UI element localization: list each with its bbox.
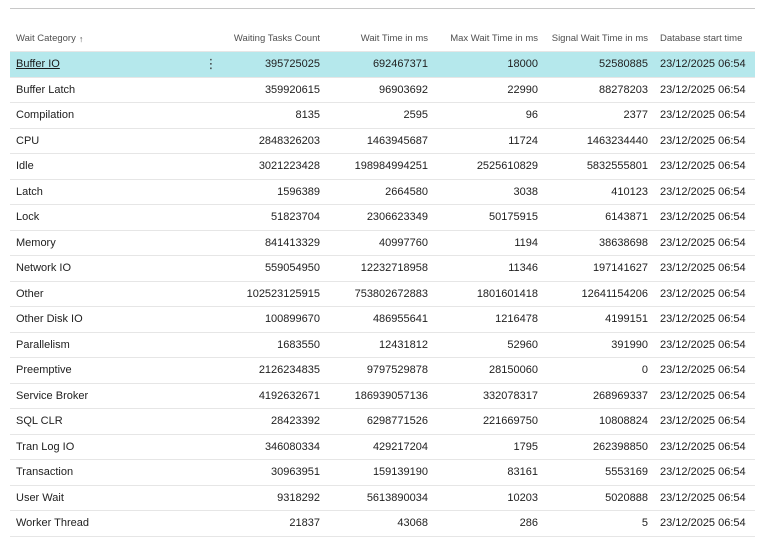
max-wait-time-cell: 3038 [513,185,538,198]
more-options-icon[interactable]: ⋮ [204,56,218,72]
wait-category-cell[interactable] [10,211,198,223]
wait-category-link[interactable]: Lock [16,211,40,224]
wait-time-cell: 96903692 [379,83,428,96]
wait-time-cell: 40997760 [379,236,428,249]
db-start-time-cell: 23/12/2025 06:54 [660,415,746,428]
waiting-tasks-count-cell: 28423392 [271,415,320,428]
wait-time-cell: 12431812 [379,338,428,351]
wait-category-link[interactable]: CPU [16,134,40,147]
signal-wait-time-cell: 1463234440 [586,134,648,147]
db-start-time-cell: 23/12/2025 06:54 [660,134,746,147]
column-header-max-wait-time[interactable]: Max Wait Time in ms [450,33,538,44]
db-start-time-cell: 23/12/2025 06:54 [660,160,746,173]
table-body [10,52,755,537]
wait-category-link[interactable]: User Wait [16,491,64,504]
wait-category-link[interactable]: Other [16,287,44,300]
wait-stats-table [10,26,755,537]
table-row[interactable] [10,52,755,78]
signal-wait-time-cell: 5553169 [605,466,648,479]
waiting-tasks-count-cell: 9318292 [277,491,320,504]
wait-category-cell[interactable] [10,364,198,376]
max-wait-time-cell: 11724 [508,134,538,147]
wait-category-link[interactable]: Idle [16,160,34,173]
db-start-time-cell: 23/12/2025 06:54 [660,287,746,300]
table-row[interactable] [10,409,755,435]
signal-wait-time-cell: 52580885 [599,58,648,71]
max-wait-time-cell: 1194 [514,236,538,249]
waiting-tasks-count-cell: 395725025 [264,58,320,71]
waiting-tasks-count-cell: 21837 [289,517,320,530]
signal-wait-time-cell: 262398850 [592,440,648,453]
wait-category-link[interactable]: Network IO [16,262,72,275]
sort-ascending-icon: ↑ [78,33,84,44]
wait-category-link[interactable]: SQL CLR [16,415,63,428]
wait-category-cell[interactable] [10,262,198,274]
wait-category-cell[interactable] [10,135,198,147]
table-row[interactable] [10,307,755,333]
db-start-time-cell: 23/12/2025 06:54 [660,440,746,453]
db-start-time-cell: 23/12/2025 06:54 [660,313,746,326]
signal-wait-time-cell: 410123 [611,185,648,198]
waiting-tasks-count-cell: 51823704 [271,211,320,224]
db-start-time-cell: 23/12/2025 06:54 [660,389,746,402]
max-wait-time-cell: 11346 [508,262,538,275]
wait-category-cell[interactable] [10,186,198,198]
max-wait-time-cell: 28150060 [489,364,538,377]
db-start-time-cell: 23/12/2025 06:54 [660,58,746,71]
signal-wait-time-cell: 6143871 [605,211,648,224]
waiting-tasks-count-cell: 4192632671 [258,389,320,402]
wait-category-cell[interactable] [10,517,198,529]
wait-category-cell[interactable] [10,390,198,402]
table-row[interactable] [10,486,755,512]
wait-category-link[interactable]: Compilation [16,109,75,122]
column-header-waiting-tasks[interactable]: Waiting Tasks Count [233,33,320,44]
waiting-tasks-count-cell: 8135 [295,109,320,122]
max-wait-time-cell: 221669750 [482,415,538,428]
db-start-time-cell: 23/12/2025 06:54 [660,466,746,479]
waiting-tasks-count-cell: 841413329 [264,236,320,249]
wait-time-cell: 5613890034 [366,491,428,504]
wait-time-cell: 43068 [397,517,428,530]
signal-wait-time-cell: 5832555801 [586,160,648,173]
max-wait-time-cell: 1216478 [495,313,538,326]
table-row[interactable] [10,384,755,410]
wait-category-link[interactable]: Other Disk IO [16,313,83,326]
table-row[interactable] [10,78,755,104]
wait-category-cell[interactable] [10,492,198,504]
row-menu-cell [198,56,224,72]
table-row[interactable] [10,511,755,537]
signal-wait-time-cell: 88278203 [599,83,648,96]
wait-category-cell[interactable] [10,441,198,453]
waiting-tasks-count-cell: 2126234835 [258,364,320,377]
wait-time-cell: 12232718958 [360,262,428,275]
wait-time-cell: 6298771526 [366,415,428,428]
max-wait-time-cell: 52960 [507,338,538,351]
db-start-time-cell: 23/12/2025 06:54 [660,517,746,530]
signal-wait-time-cell: 4199151 [605,313,648,326]
wait-category-cell[interactable] [10,84,198,96]
waiting-tasks-count-cell: 1596389 [277,185,320,198]
column-header-db-start-time[interactable]: Database start time [660,33,743,44]
table-row[interactable] [10,435,755,461]
wait-category-cell[interactable] [10,237,198,249]
waiting-tasks-count-cell: 3021223428 [258,160,320,173]
wait-time-cell: 1463945687 [366,134,428,147]
wait-category-link[interactable]: Parallelism [16,338,70,351]
column-header-label: Wait Category [16,33,76,44]
table-row[interactable] [10,154,755,180]
max-wait-time-cell: 1795 [513,440,538,453]
wait-time-cell: 429217204 [372,440,428,453]
max-wait-time-cell: 96 [525,109,538,122]
max-wait-time-cell: 18000 [507,58,538,71]
db-start-time-cell: 23/12/2025 06:54 [660,211,746,224]
wait-time-cell: 186939057136 [354,389,428,402]
signal-wait-time-cell: 2377 [623,109,648,122]
table-row[interactable] [10,129,755,155]
wait-category-cell[interactable] [10,109,198,121]
db-start-time-cell: 23/12/2025 06:54 [660,109,746,122]
wait-category-cell[interactable] [10,339,198,351]
wait-category-link[interactable]: Transaction [16,466,74,479]
max-wait-time-cell: 10203 [507,491,538,504]
wait-category-link[interactable]: Worker Thread [16,517,89,530]
max-wait-time-cell: 332078317 [482,389,538,402]
wait-category-cell[interactable] [10,160,198,172]
signal-wait-time-cell: 5 [641,517,648,530]
wait-time-cell: 159139190 [372,466,428,479]
wait-time-cell: 753802672883 [354,287,428,300]
waiting-tasks-count-cell: 346080334 [264,440,320,453]
waiting-tasks-count-cell: 2848326203 [258,134,320,147]
wait-category-link[interactable]: Memory [16,236,56,249]
wait-category-link[interactable]: Tran Log IO [16,440,75,453]
wait-time-cell: 2595 [403,109,428,122]
wait-category-link[interactable]: Latch [16,185,43,198]
table-row[interactable] [10,358,755,384]
wait-category-cell[interactable] [10,313,198,325]
db-start-time-cell: 23/12/2025 06:54 [660,364,746,377]
db-start-time-cell: 23/12/2025 06:54 [660,491,746,504]
waiting-tasks-count-cell: 359920615 [264,83,320,96]
waiting-tasks-count-cell: 30963951 [271,466,320,479]
db-start-time-cell: 23/12/2025 06:54 [660,83,746,96]
signal-wait-time-cell: 197141627 [592,262,648,275]
wait-category-link[interactable]: Buffer Latch [16,83,76,96]
wait-time-cell: 2664580 [385,185,428,198]
wait-category-cell[interactable] [10,288,198,300]
wait-category-link[interactable]: Preemptive [16,364,72,377]
waiting-tasks-count-cell: 559054950 [264,262,320,275]
db-start-time-cell: 23/12/2025 06:54 [660,262,746,275]
column-header-wait-category[interactable] [10,33,198,44]
waiting-tasks-count-cell: 1683550 [277,338,320,351]
table-row[interactable] [10,256,755,282]
table-row[interactable] [10,231,755,257]
wait-time-cell: 692467371 [372,58,428,71]
signal-wait-time-cell: 391990 [611,338,648,351]
table-row[interactable] [10,103,755,129]
signal-wait-time-cell: 12641154206 [581,287,648,300]
wait-category-cell[interactable] [10,415,198,427]
max-wait-time-cell: 22990 [507,83,538,96]
wait-time-cell: 2306623349 [366,211,428,224]
db-start-time-cell: 23/12/2025 06:54 [660,338,746,351]
table-header-row [10,26,755,52]
wait-category-link[interactable]: Buffer IO [16,58,60,71]
column-header-signal-wait-time[interactable]: Signal Wait Time in ms [551,33,648,44]
table-row[interactable] [10,180,755,206]
table-row[interactable] [10,333,755,359]
table-row[interactable] [10,460,755,486]
signal-wait-time-cell: 38638698 [599,236,648,249]
max-wait-time-cell: 50175915 [489,211,538,224]
table-row[interactable] [10,282,755,308]
column-header-wait-time[interactable]: Wait Time in ms [360,33,428,44]
wait-time-cell: 486955641 [372,313,428,326]
waiting-tasks-count-cell: 102523125915 [246,287,320,300]
max-wait-time-cell: 286 [519,517,538,530]
table-row[interactable] [10,205,755,231]
waiting-tasks-count-cell: 100899670 [264,313,320,326]
wait-category-cell[interactable] [10,466,198,478]
wait-category-cell[interactable] [10,58,198,70]
signal-wait-time-cell: 0 [641,364,648,377]
max-wait-time-cell: 83161 [507,466,538,479]
wait-category-link[interactable]: Service Broker [16,389,89,402]
db-start-time-cell: 23/12/2025 06:54 [660,236,746,249]
wait-time-cell: 9797529878 [366,364,428,377]
signal-wait-time-cell: 5020888 [605,491,648,504]
top-divider [10,8,755,9]
max-wait-time-cell: 1801601418 [476,287,538,300]
db-start-time-cell: 23/12/2025 06:54 [660,185,746,198]
max-wait-time-cell: 2525610829 [476,160,538,173]
signal-wait-time-cell: 268969337 [592,389,648,402]
signal-wait-time-cell: 10808824 [599,415,648,428]
wait-time-cell: 198984994251 [354,160,428,173]
